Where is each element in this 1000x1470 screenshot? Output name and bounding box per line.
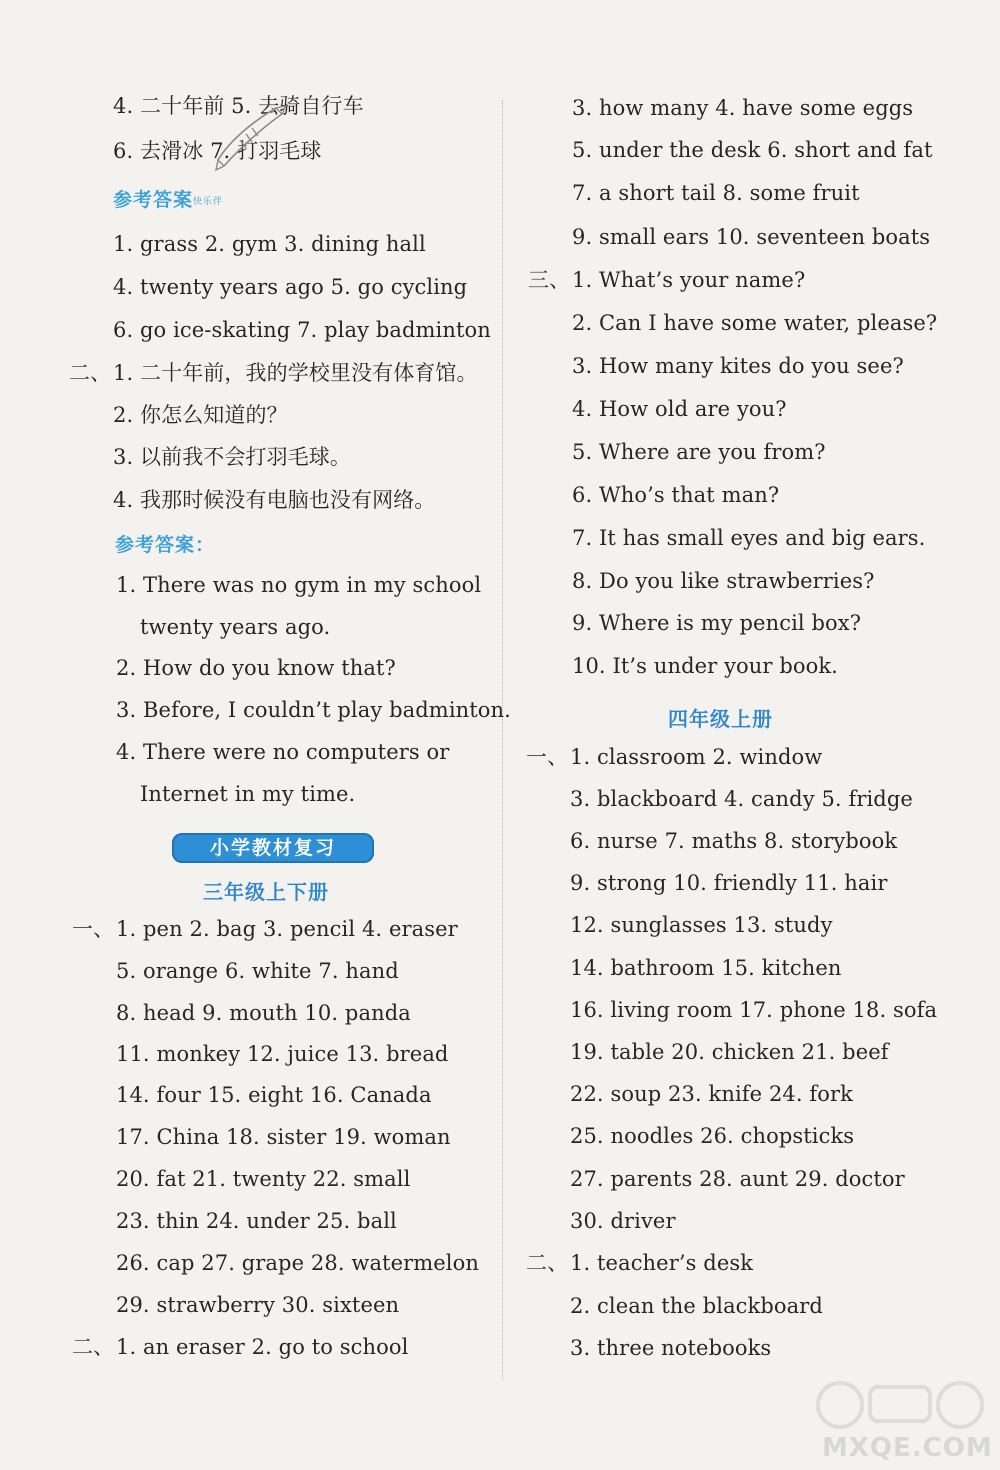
answer-line: 5. under the desk 6. short and fat bbox=[572, 138, 933, 162]
grade-heading: 四年级上册 bbox=[668, 707, 773, 731]
answer-line: 5. Where are you from? bbox=[572, 440, 826, 464]
answer-line: 3. how many 4. have some eggs bbox=[572, 96, 914, 120]
answer-line: 4. twenty years ago 5. go cycling bbox=[113, 275, 468, 299]
answer-line: 3. three notebooks bbox=[570, 1336, 772, 1360]
answer-line: 29. strawberry 30. sixteen bbox=[116, 1293, 400, 1317]
answer-line: Internet in my time. bbox=[140, 782, 356, 806]
answer-line: 4. There were no computers or bbox=[116, 740, 450, 764]
answer-line: 2. 你怎么知道的？ bbox=[113, 403, 288, 427]
answer-line: 6. 去滑冰 7. 打羽毛球 bbox=[113, 139, 322, 163]
answer-line: 7. It has small eyes and big ears. bbox=[572, 526, 926, 550]
answer-text: 1. an eraser 2. go to school bbox=[116, 1335, 409, 1359]
answer-line: 2. clean the blackboard bbox=[570, 1294, 823, 1318]
section-marker: 二、 bbox=[72, 1335, 115, 1359]
answer-line bbox=[526, 743, 823, 771]
answer-line: 27. parents 28. aunt 29. doctor bbox=[570, 1167, 905, 1191]
answer-line: 3. How many kites do you see? bbox=[572, 354, 904, 378]
grade-heading: 三年级上下册 bbox=[203, 880, 329, 904]
answer-text: 1. teacher’s desk bbox=[570, 1251, 754, 1275]
answer-line: 1. There was no gym in my school bbox=[116, 573, 482, 597]
pencil-doodle-icon bbox=[210, 100, 290, 175]
answer-line: 17. China 18. sister 19. woman bbox=[116, 1125, 451, 1149]
answer-line bbox=[528, 266, 806, 294]
answer-line: 2. How do you know that? bbox=[116, 656, 396, 680]
answer-line: 14. bathroom 15. kitchen bbox=[570, 956, 842, 980]
answer-line: 4. 二十年前 5. 去骑自行车 bbox=[113, 94, 364, 118]
watermark-logo-icon bbox=[810, 1375, 990, 1435]
answer-text: 1. pen 2. bag 3. pencil 4. eraser bbox=[116, 917, 458, 941]
answer-line bbox=[69, 359, 478, 387]
answer-line bbox=[526, 1249, 754, 1277]
answer-text: 1. 二十年前，我的学校里没有体育馆。 bbox=[113, 361, 478, 385]
answer-line: 6. nurse 7. maths 8. storybook bbox=[570, 829, 898, 853]
answer-line: 20. fat 21. twenty 22. small bbox=[116, 1167, 411, 1191]
answer-line: 6. Who’s that man? bbox=[572, 483, 780, 507]
column-divider bbox=[502, 100, 503, 1380]
answer-line: 22. soup 23. knife 24. fork bbox=[570, 1082, 854, 1106]
answer-line: 19. table 20. chicken 21. beef bbox=[570, 1040, 889, 1064]
section-marker: 二、 bbox=[69, 361, 112, 385]
answer-line: 7. a short tail 8. some fruit bbox=[572, 181, 860, 205]
answer-text: 1. classroom 2. window bbox=[570, 745, 823, 769]
answer-text: 1. What’s your name? bbox=[572, 268, 806, 292]
section-marker: 三、 bbox=[528, 268, 571, 292]
answer-line: 16. living room 17. phone 18. sofa bbox=[570, 998, 938, 1022]
site-watermark bbox=[810, 1375, 993, 1463]
reference-answer-text: 参考答案 bbox=[113, 189, 194, 211]
section-banner-text: 小学教材复习 bbox=[209, 837, 336, 859]
section-banner bbox=[172, 833, 374, 863]
section-marker: 二、 bbox=[526, 1251, 569, 1275]
answer-line: 1. grass 2. gym 3. dining hall bbox=[113, 232, 426, 256]
answer-line: 9. small ears 10. seventeen boats bbox=[572, 225, 931, 249]
section-marker: 一、 bbox=[72, 917, 115, 941]
answer-line: twenty years ago. bbox=[140, 615, 331, 639]
reference-answer-note: 快乐伴 bbox=[193, 197, 224, 207]
answer-line: 2. Can I have some water, please? bbox=[572, 311, 938, 335]
answer-line: 8. head 9. mouth 10. panda bbox=[116, 1001, 411, 1025]
answer-line: 4. 我那时候没有电脑也没有网络。 bbox=[113, 488, 436, 512]
answer-line: 10. It’s under your book. bbox=[572, 654, 838, 678]
answer-line: 4. How old are you? bbox=[572, 397, 787, 421]
section-marker: 一、 bbox=[526, 745, 569, 769]
answer-line: 8. Do you like strawberries? bbox=[572, 569, 875, 593]
reference-answer-label-2: 参考答案： bbox=[115, 534, 216, 556]
answer-line: 23. thin 24. under 25. ball bbox=[116, 1209, 397, 1233]
watermark-text: MXQE.COM bbox=[822, 1433, 993, 1463]
answer-line: 11. monkey 12. juice 13. bread bbox=[116, 1042, 449, 1066]
answer-line: 6. go ice-skating 7. play badminton bbox=[113, 318, 491, 342]
answer-line: 3. 以前我不会打羽毛球。 bbox=[113, 445, 352, 469]
answer-line: 30. driver bbox=[570, 1209, 676, 1233]
answer-line bbox=[72, 915, 458, 943]
answer-line: 26. cap 27. grape 28. watermelon bbox=[116, 1251, 479, 1275]
answer-line: 9. strong 10. friendly 11. hair bbox=[570, 871, 888, 895]
reference-answer-label bbox=[113, 185, 223, 212]
answer-line: 12. sunglasses 13. study bbox=[570, 913, 833, 937]
answer-line: 25. noodles 26. chopsticks bbox=[570, 1124, 855, 1148]
answer-line bbox=[72, 1333, 409, 1361]
answer-line: 5. orange 6. white 7. hand bbox=[116, 959, 399, 983]
answer-line: 9. Where is my pencil box? bbox=[572, 611, 862, 635]
answer-line: 14. four 15. eight 16. Canada bbox=[116, 1083, 432, 1107]
answer-line: 3. blackboard 4. candy 5. fridge bbox=[570, 787, 913, 811]
answer-line: 3. Before, I couldn’t play badminton. bbox=[116, 698, 511, 722]
